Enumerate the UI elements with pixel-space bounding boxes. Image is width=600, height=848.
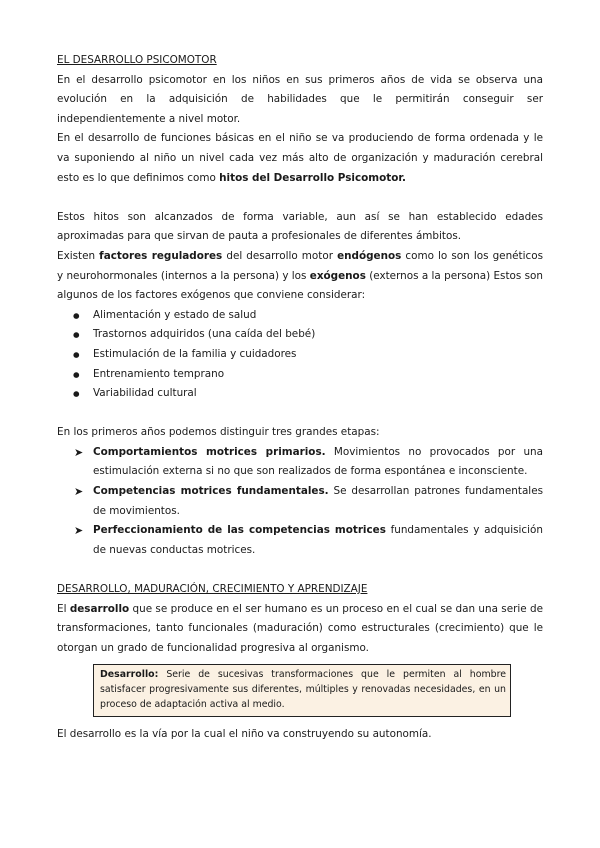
list-item: ● Variabilidad cultural [57, 384, 543, 404]
arrow-bullet-icon: ➤ [74, 445, 84, 459]
definition-label: Desarrollo: [100, 669, 159, 681]
section-title-desarrollo: DESARROLLO, MADURACIÓN, CRECIMIENTO Y APRENDIZAJE [57, 583, 368, 596]
definition-text: Serie de sucesivas transformaciones que le permiten al hombre satisfacer progresivamente sus diferentes, múltiples y renovadas necesidades, en un proceso de adaptación activa al medio. [100, 669, 506, 710]
stage-item: ➤ Perfeccionamiento de las competencias motrices fundamentales y adquisición de nuevas conductas motrices. [57, 521, 543, 560]
document-page [57, 51, 543, 745]
arrow-bullet-icon: ➤ [74, 485, 84, 499]
stage-item: ➤ Comportamientos motrices primarios. Movimientos no provocados por una estimulación externa si no que son realizados de forma espontánea e inconsciente. [57, 443, 543, 482]
hitos-term: hitos del Desarrollo Psicomotor. [219, 171, 406, 184]
arrow-bullet-icon: ➤ [74, 524, 84, 538]
definition-box [93, 664, 511, 717]
intro-paragraph: En el desarrollo psicomotor en los niños en sus primeros años de vida se observa una evolución en la adquisición de habilidades que le permitirán conseguir ser independientemente a nivel motor. [57, 73, 543, 125]
autonomy-paragraph: El desarrollo es la vía por la cual el niño va construyendo su autonomía. [57, 728, 432, 741]
stage-item: ➤ Competencias motrices fundamentales. Se desarrollan patrones fundamentales de movimientos. [57, 482, 543, 521]
desarrollo-paragraph: El desarrollo que se produce en el ser humano es un proceso en el cual se dan una serie de transformaciones, tanto funcionales (maduración) como estructurales (crecimiento) que le otorgan un grado de funcionalidad progresiva al organismo. [57, 602, 543, 654]
variability-paragraph: Estos hitos son alcanzados de forma variable, aun así se han establecido edades aproximadas para que sirvan de pauta a profesionales de diferentes ámbitos. [57, 210, 543, 243]
spacer [57, 560, 543, 580]
exogenous-factors-list [57, 306, 543, 404]
spacer [57, 188, 543, 208]
stages-intro: En los primeros años podemos distinguir tres grandes etapas: [57, 426, 380, 439]
spacer [57, 404, 543, 424]
list-item: ● Alimentación y estado de salud [57, 306, 543, 326]
list-item: ● Entrenamiento temprano [57, 365, 543, 385]
hitos-paragraph: En el desarrollo de funciones básicas en el niño se va produciendo de forma ordenada y le va suponiendo al niño un nivel cada vez más alto de organización y maduración cerebral esto es lo que definimos como hitos del Desarrollo Psicomotor. [57, 132, 543, 184]
stages-list [57, 443, 543, 561]
list-item: ● Trastornos adquiridos (una caída del bebé) [57, 325, 543, 345]
factors-paragraph: Existen factores reguladores del desarrollo motor endógenos como lo son los genéticos y neurohormonales (internos a la persona) y los exógenos (externos a la persona) Estos son algunos de los factores exógenos que conviene considerar: [57, 249, 543, 302]
list-item: ● Estimulación de la familia y cuidadores [57, 345, 543, 365]
section-title-psicomotor: EL DESARROLLO PSICOMOTOR [57, 54, 217, 66]
